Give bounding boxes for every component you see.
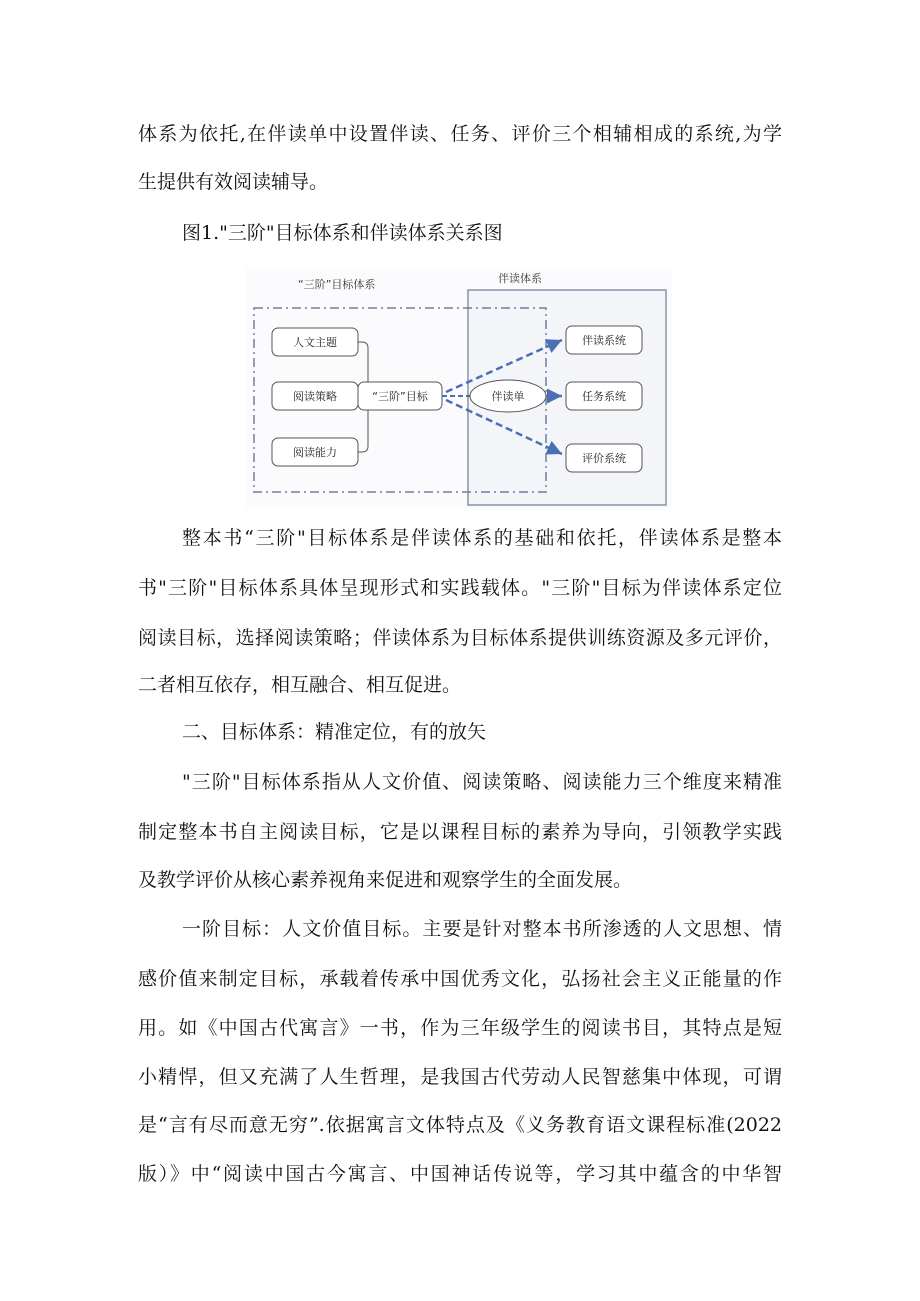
relation-line-2: 书"三阶"目标体系具体呈现形式和实践载体。"三阶"目标为伴读体系定位 xyxy=(138,577,782,599)
stage-one-line-5: 是“言有尽而意无穷”.依据寓言文体特点及《义务教育语文课程标准(2022 xyxy=(138,1114,782,1136)
left-item-ability xyxy=(272,438,358,466)
right-item-companion xyxy=(566,326,642,354)
right-item-label: 任务系统 xyxy=(582,390,626,403)
left-item-strategy xyxy=(272,382,358,410)
intro-line-1: 体系为依托,在伴读单中设置伴读、任务、评价三个相辅相成的系统,为学 xyxy=(138,123,782,145)
center-goal-node xyxy=(358,382,442,410)
relationship-diagram xyxy=(246,268,672,508)
stage-one-line-1: 一阶目标：人文价值目标。主要是针对整本书所渗透的人文思想、情 xyxy=(182,918,782,940)
left-item-label: 阅读能力 xyxy=(293,446,337,459)
right-item-label: 伴读系统 xyxy=(582,334,626,347)
figure-caption: 图1."三阶"目标体系和伴读体系关系图 xyxy=(182,222,503,244)
hub-label: 伴读单 xyxy=(491,390,525,403)
right-item-evaluation xyxy=(566,444,642,472)
stage-one-line-4: 小精悍，但又充满了人生哲理，是我国古代劳动人民智慈集中体现，可谓 xyxy=(138,1066,782,1088)
center-goal-label: “三阶”目标 xyxy=(372,390,428,403)
section-two-line-1: "三阶"目标体系指从人文价值、阅读策略、阅读能力三个维度来精准 xyxy=(182,771,782,793)
section-two-line-3: 及教学评价从核心素养视角来促进和观察学生的全面发展。 xyxy=(138,869,633,891)
left-item-humanities xyxy=(272,328,358,356)
section-heading: 二、目标体系：精准定位，有的放矢 xyxy=(182,721,487,743)
hub-node xyxy=(470,380,546,412)
relation-line-3: 阅读目标，选择阅读策略；伴读体系为目标体系提供训练资源及多元评价， xyxy=(138,627,782,649)
relation-line-4: 二者相互依存，相互融合、相互促进。 xyxy=(138,674,462,696)
section-two-line-2: 制定整本书自主阅读目标，它是以课程目标的素养为导向，引领教学实践 xyxy=(138,821,782,843)
right-item-task xyxy=(566,382,642,410)
left-system-title: “三阶”目标体系 xyxy=(298,278,376,291)
right-system-title: 伴读体系 xyxy=(498,272,542,285)
stage-one-line-2: 感价值来制定目标，承载着传承中国优秀文化，弘扬社会主义正能量的作 xyxy=(138,968,782,990)
stage-one-line-3: 用。如《中国古代寓言》一书，作为三年级学生的阅读书目，其特点是短 xyxy=(138,1017,782,1039)
intro-line-2: 生提供有效阅读辅导。 xyxy=(138,171,329,193)
left-item-label: 阅读策略 xyxy=(293,390,337,403)
right-item-label: 评价系统 xyxy=(582,452,626,465)
left-item-label: 人文主题 xyxy=(293,336,337,349)
stage-one-line-6: 版）》中“阅读中国古今寓言、中国神话传说等，学习其中蕴含的中华智 xyxy=(138,1163,782,1185)
relation-line-1: 整本书“三阶"目标体系是伴读体系的基础和依托，伴读体系是整本 xyxy=(182,527,782,549)
